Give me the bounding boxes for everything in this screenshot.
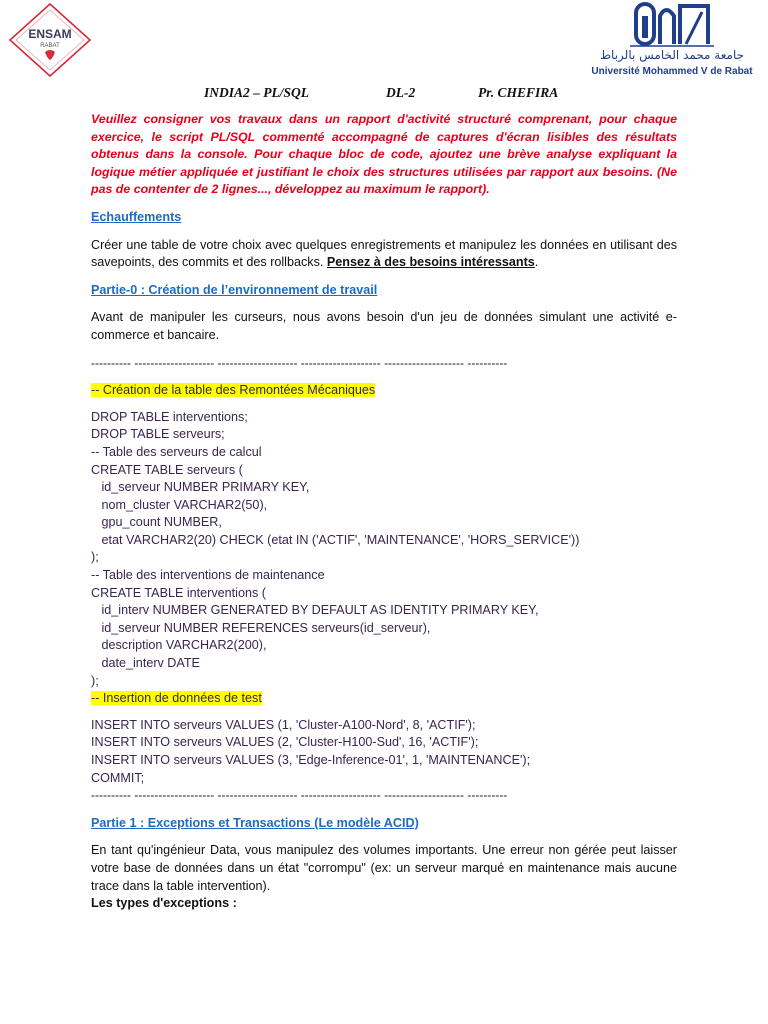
- warmup-paragraph: [91, 237, 677, 272]
- section-title-part1: Partie 1 : Exceptions et Transactions (Le modèle ACID): [91, 815, 419, 830]
- warmup-text: Créer une table de votre choix avec quelques enregistrements et manipulez les données en utilisant des savepoints, des commits et des rollbacks.: [91, 237, 677, 270]
- code-block-create-tables: DROP TABLE interventions; DROP TABLE serveurs; -- Table des serveurs de calcul CREATE TABLE serveurs ( id_serveur NUMBER PRIMARY KEY, nom_cluster VARCHAR2(50), gpu_count NUMBER, etat VARCHAR2(20) CHECK (etat IN ('ACTIF', 'MAINTENANCE', 'HORS_SERVICE')) ); -- Table des interventions de maintenance CREATE TABLE interventions ( id_interv NUMBER GENERATED BY DEFAULT AS IDENTITY PRIMARY KEY, id_serveur NUMBER REFERENCES serveurs(id_serveur), description VARCHAR2(200), date_interv DATE );: [91, 409, 580, 688]
- document-body: [91, 111, 677, 913]
- university-logo: [582, 2, 762, 80]
- code-comment-create: [91, 382, 677, 400]
- section-title-part0: Partie-0 : Création de l’environnement de travail: [91, 282, 378, 297]
- exceptions-heading: Les types d'exceptions :: [91, 896, 237, 911]
- university-name-arabic: جامعة محمد الخامس بالرباط: [599, 48, 745, 62]
- document-header: [0, 85, 768, 103]
- part1-paragraph: En tant qu'ingénieur Data, vous manipulez des volumes importants. Une erreur non gérée peut laisser votre base de données dans un état "corrompu" (ex: un serveur marqué en maintenance mais aucune trace dans la table intervention).: [91, 843, 677, 893]
- highlighted-comment: -- Création de la table des Remontées Mécaniques: [91, 383, 376, 398]
- separator-line: ---------- -------------------- -------------------- -------------------- -------------------- ----------: [91, 788, 508, 803]
- ensam-logo-subtext: RABAT: [40, 43, 60, 49]
- ensam-logo-text: ENSAM: [28, 27, 72, 41]
- separator-line: ---------- -------------------- -------------------- -------------------- -------------------- ----------: [91, 355, 508, 370]
- ensam-logo: [8, 2, 92, 78]
- professor-name: Pr. CHEFIRA: [478, 85, 559, 100]
- code-block-insert-data: INSERT INTO serveurs VALUES (1, 'Cluster-A100-Nord', 8, 'ACTIF'); INSERT INTO serveurs VALUES (2, 'Cluster-H100-Sud', 16, 'ACTIF'); INSERT INTO serveurs VALUES (3, 'Edge-Inference-01', 1, 'MAINTENANCE'); COMMIT;: [91, 717, 531, 785]
- code-comment-insert: [91, 690, 677, 708]
- university-name: Université Mohammed V de Rabat: [591, 66, 753, 77]
- assignment-code: DL-2: [386, 85, 416, 100]
- warmup-text-end: .: [534, 255, 539, 270]
- course-title: INDIA2 – PL/SQL: [204, 85, 310, 100]
- warmup-emphasis: Pensez à des besoins intéressants: [326, 255, 535, 270]
- highlighted-comment: -- Insertion de données de test: [91, 691, 262, 706]
- instructions-paragraph: Veuillez consigner vos travaux dans un rapport d'activité structuré comprenant, pour chaque exercice, le script PL/SQL commenté accompagné de captures d'écran lisibles des résultats obtenus dans la console. Pour chaque bloc de code, ajoutez une brève analyse expliquant la logique métier appliquée et justifiant le choix des structures utilisées par rapport aux besoins. (Ne pas de contenter de 2 lignes..., développez au maximum le rapport).: [91, 112, 677, 197]
- section-title-warmup: Echauffements: [91, 209, 182, 224]
- part0-paragraph: Avant de manipuler les curseurs, nous avons besoin d'un jeu de données simulant une activité e-commerce et bancaire.: [91, 310, 677, 342]
- university-emblem-icon: [582, 2, 762, 48]
